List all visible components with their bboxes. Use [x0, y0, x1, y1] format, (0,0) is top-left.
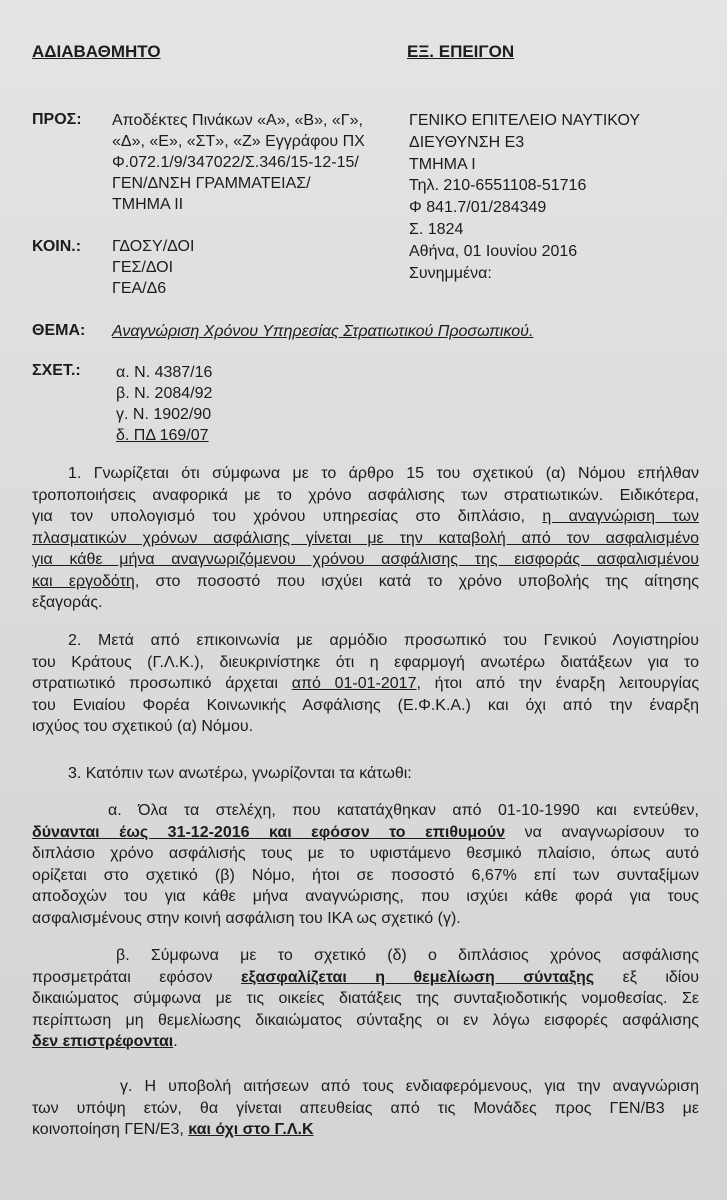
- text-line: ασφαλισμένους στην κοινή ασφάλιση του ΙΚΑ ως σχετικό (γ).: [32, 909, 461, 927]
- underlined-text: πλασματικών χρόνων ασφάλισης γίνεται με την καταβολή από τον ασφαλισμένο: [32, 529, 699, 547]
- text-line: δικαιώματος σύμφωνα με τις οικείες διατάξεις της συνταξιοδοτικής νομοθεσίας. Σε: [32, 990, 699, 1007]
- sender-section: ΤΜΗΜΑ Ι: [409, 155, 476, 173]
- text-run: στρατιωτικό προσωπικό άρχεται: [32, 675, 292, 692]
- recipients-block: [112, 110, 365, 215]
- paragraph-3b: [32, 945, 699, 1053]
- paragraph-1: [32, 463, 699, 614]
- text-line: [32, 1031, 699, 1053]
- reference-item: β. Ν. 2084/92: [116, 385, 213, 402]
- paragraph-3c: [32, 1076, 699, 1141]
- text-line: 1. Γνωρίζεται ότι σύμφωνα με το άρθρο 15 του σχετικού (α) Νόμου επήλθαν: [68, 465, 699, 482]
- sender-directorate: ΔΙΕΥΘΥΝΣΗ Ε3: [409, 133, 525, 151]
- sender-serial: Σ. 1824: [409, 220, 464, 238]
- text-line: περίπτωση μη θεμελίωσης δικαιώματος σύνταξης οι εν λόγω εισφορές ασφάλισης: [32, 1011, 699, 1029]
- underlined-text: και εργοδότη: [32, 572, 135, 590]
- text-line: [32, 967, 699, 989]
- sender-block: [409, 110, 640, 284]
- references-label: ΣΧΕΤ.:: [32, 362, 81, 379]
- underlined-text: από 01-01-2017,: [291, 675, 421, 692]
- text-run: κοινοποίηση ΓΕΝ/Ε3,: [32, 1121, 189, 1138]
- text-line: ορίζεται στο σχετικό (β) Νόμο, ήτοι σε ποσοστό 6,67% επί των συνταξίμων: [32, 866, 699, 884]
- text-run: , στο ποσοστό που ισχύει κατά το χρόνο υποβολής της αίτησης: [134, 572, 700, 590]
- emphasized-text: δεν επιστρέφονται: [32, 1033, 174, 1050]
- recipient-line: ΓΕΝ/ΔΝΣΗ ΓΡΑΜΜΑΤΕΙΑΣ/: [112, 175, 311, 192]
- priority-label: ΕΞ. ΕΠΕΙΓΟΝ: [407, 42, 515, 61]
- reference-item: δ. ΠΔ 169/07: [116, 427, 209, 444]
- text-line: των υπόψη ετών, θα γίνεται απευθείας από τις Μονάδες προς ΓΕΝ/Β3 με: [32, 1099, 699, 1117]
- text-line: γ. Η υποβολή αιτήσεων από τους ενδιαφερόμενους, για την αναγνώριση: [120, 1078, 699, 1095]
- text-line: ισχύος του σχετικού (α) Νόμου.: [32, 718, 254, 735]
- recipient-line: ΤΜΗΜΑ ΙΙ: [112, 196, 184, 213]
- paragraph-3: 3. Κατόπιν των ανωτέρω, γνωρίζονται τα κάτωθι:: [68, 765, 412, 782]
- cc-block: [112, 236, 194, 299]
- paragraph-2: [32, 630, 699, 738]
- text-line: [32, 673, 699, 695]
- text-line: του Κράτους (Γ.Λ.Κ.), διευκρινίστηκε ότι η εφαρμογή ανωτέρω διατάξεων για το: [32, 653, 699, 671]
- text-line: διπλάσιο χρόνο ασφάλισής τους με το υφιστάμενο θεσμικό πλαίσιο, όπως αυτό: [32, 845, 699, 862]
- emphasized-text: δύνανται έως 31-12-2016 και εφόσον το επιθυμούν: [32, 823, 506, 841]
- cc-line: ΓΕΑ/Δ6: [112, 280, 167, 297]
- document-date: Αθήνα, 01 Ιουνίου 2016: [409, 242, 578, 260]
- sender-file-number: Φ 841.7/01/284349: [409, 199, 547, 217]
- recipient-line: Φ.072.1/9/347022/Σ.346/15-12-15/: [112, 154, 359, 171]
- reference-item: γ. Ν. 1902/90: [116, 406, 212, 423]
- subject-label: ΘΕΜΑ:: [32, 322, 86, 339]
- text-line: α. Όλα τα στελέχη, που κατατάχθηκαν από 01-10-1990 και εντεύθεν,: [108, 802, 699, 819]
- text-line: τροποποιήσεις αναφορικά με το χρόνο ασφάλισης των στρατιωτικών. Ειδικότερα,: [32, 486, 699, 504]
- text-line: [32, 822, 699, 844]
- text-run: να αναγνωρίσουν το: [505, 823, 699, 841]
- classification-label: ΑΔΙΑΒΑΘΜΗΤΟ: [32, 42, 161, 61]
- underlined-text: η αναγνώριση των: [542, 508, 700, 525]
- cc-label: ΚΟΙΝ.:: [32, 238, 82, 255]
- attachments-label: Συνημμένα:: [409, 264, 492, 282]
- sender-phone: Τηλ. 210-6551108-51716: [409, 177, 587, 195]
- text-line: [32, 506, 699, 528]
- text-line: [32, 571, 699, 593]
- sender-organization: ΓΕΝΙΚΟ ΕΠΙΤΕΛΕΙΟ ΝΑΥΤΙΚΟΥ: [409, 112, 641, 129]
- text-line: β. Σύμφωνα με το σχετικό (δ) ο διπλάσιος χρόνος ασφάλισης: [116, 947, 699, 964]
- underlined-text: για κάθε μήνα αναγνωριζόμενου χρόνου ασφάλισης της εισφοράς ασφαλισμένου: [32, 551, 699, 568]
- text-line: του Ενιαίου Φορέα Κοινωνικής Ασφάλισης (Ε.Φ.Κ.Α.) και όχι από την έναρξη: [32, 696, 699, 714]
- text-run: προσμετράται εφόσον: [32, 968, 241, 986]
- references-list: [116, 362, 212, 446]
- text-line: αποδοχών του για κάθε μήνα αναγνώρισης, που ισχύει κάθε φορά για τους: [32, 888, 699, 905]
- cc-line: ΓΕΣ/ΔΟΙ: [112, 259, 174, 276]
- recipient-line: «Δ», «Ε», «ΣΤ», «Ζ» Εγγράφου ΠΧ: [112, 133, 365, 150]
- text-line: εξαγοράς.: [32, 594, 103, 611]
- text-run: .: [173, 1033, 178, 1050]
- to-label: ΠΡΟΣ:: [32, 111, 82, 128]
- text-run: για τον υπολογισμό του χρόνου υπηρεσίας στο διπλάσιο,: [32, 508, 543, 525]
- cc-line: ΓΔΟΣΥ/ΔΟΙ: [112, 238, 195, 255]
- recipient-line: Αποδέκτες Πινάκων «Α», «Β», «Γ»,: [112, 112, 363, 129]
- emphasized-text: εξασφαλίζεται η θεμελίωση σύνταξης: [240, 968, 595, 986]
- paragraph-3a: [32, 800, 699, 929]
- text-line: 2. Μετά από επικοινωνία με αρμόδιο προσωπικό του Γενικού Λογιστηρίου: [68, 632, 699, 649]
- emphasized-text: και όχι στο Γ.Λ.Κ: [188, 1121, 314, 1138]
- text-line: [32, 1119, 699, 1141]
- reference-item: α. Ν. 4387/16: [116, 364, 213, 381]
- text-run: ήτοι από την έναρξη λειτουργίας: [420, 675, 700, 692]
- subject-text: Αναγνώριση Χρόνου Υπηρεσίας Στρατιωτικού Προσωπικού.: [112, 323, 534, 340]
- text-run: εξ ιδίου: [594, 968, 700, 986]
